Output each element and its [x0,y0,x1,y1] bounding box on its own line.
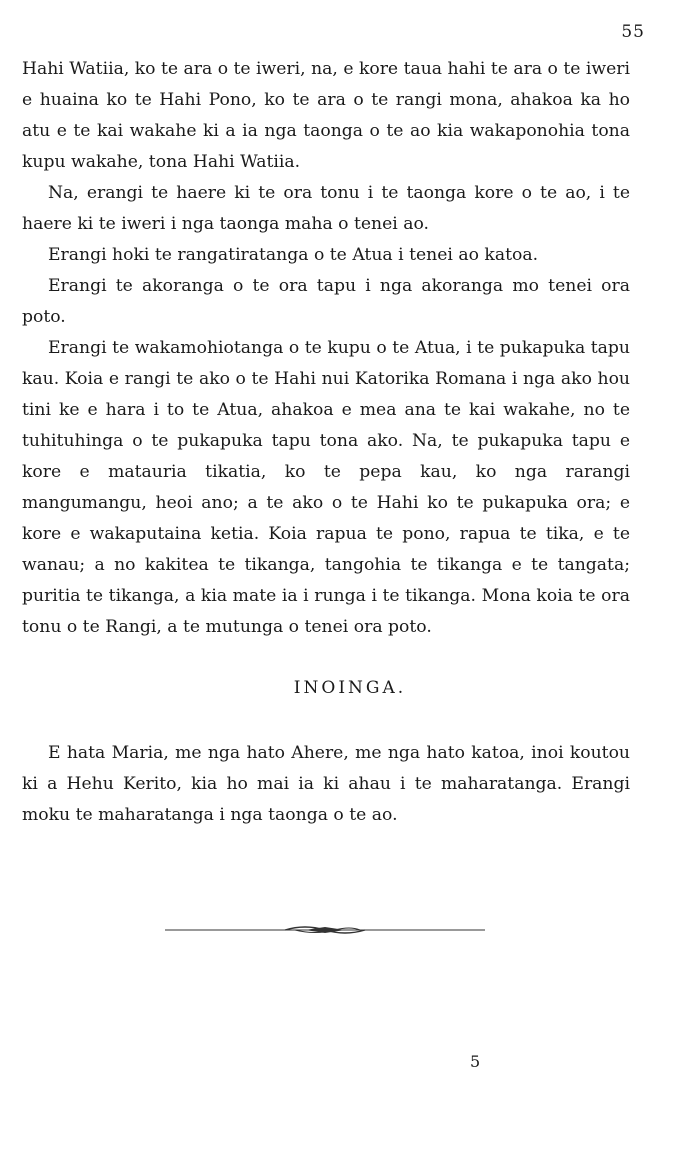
paragraph-4: Erangi te akoranga o te ora tapu i nga akoranga mo tenei ora poto. [22,276,630,327]
paragraph-1: Hahi Watiia, ko te ara o te iweri, na, e kore taua hahi te ara o te iweri e huaina ko te Hahi Pono, ko te ara o te rangi mona, ahakoa ka ho atu e te kai wakahe ki a ia nga taonga o te ao kia wakaponohia tona kupu wakahe, tona Hahi Watiia. [22,59,631,172]
prayer-text [22,738,630,831]
signature-mark: 5 [470,1052,481,1071]
prayer-paragraph: E hata Maria, me nga hato Ahere, me nga hato katoa, inoi koutou ki a Hehu Kerito, kia ho mai ia ki ahau i te maharatanga. Erangi moku te maharatanga i nga taonga o te ao. [22,743,630,825]
paragraph-5: Erangi te wakamohiotanga o te kupu o te Atua, i te pukapuka tapu kau. Koia e rangi te ako o te Hahi nui Katorika Romana i nga ako hou tini ke e hara i to te Atua, ahakoa e mea ana te kai wakahe, no te tuhituhinga o te pukapuka tapu tona ako. Na, te pukapuka tapu e kore e matauria tikatia, ko te pepa kau, ko nga rarangi mangumangu, heoi ano; a te ako o te Hahi ko te pukapuka ora; e kore e wakaputaina ketia. Koia rapua te pono, rapua te tika, e te wanau; a no kakitea te tikanga, tangohia te tikanga e te tangata; puritia te tikanga, a kia mate ia i runga i te tikanga. Mona koia te ora tonu o te Rangi, a te mutunga o tenei ora poto. [22,338,630,637]
paragraph-3: Erangi hoki te rangatiratanga o te Atua i tenei ao katoa. [48,245,539,265]
body-text [22,54,630,643]
paragraph-2: Na, erangi te haere ki te ora tonu i te taonga kore o te ao, i te haere ki te iweri i nga taonga maha o tenei ao. [22,183,630,234]
section-heading: INOINGA. [293,678,407,698]
page-number: 55 [621,22,645,42]
ornament-divider [165,920,485,940]
